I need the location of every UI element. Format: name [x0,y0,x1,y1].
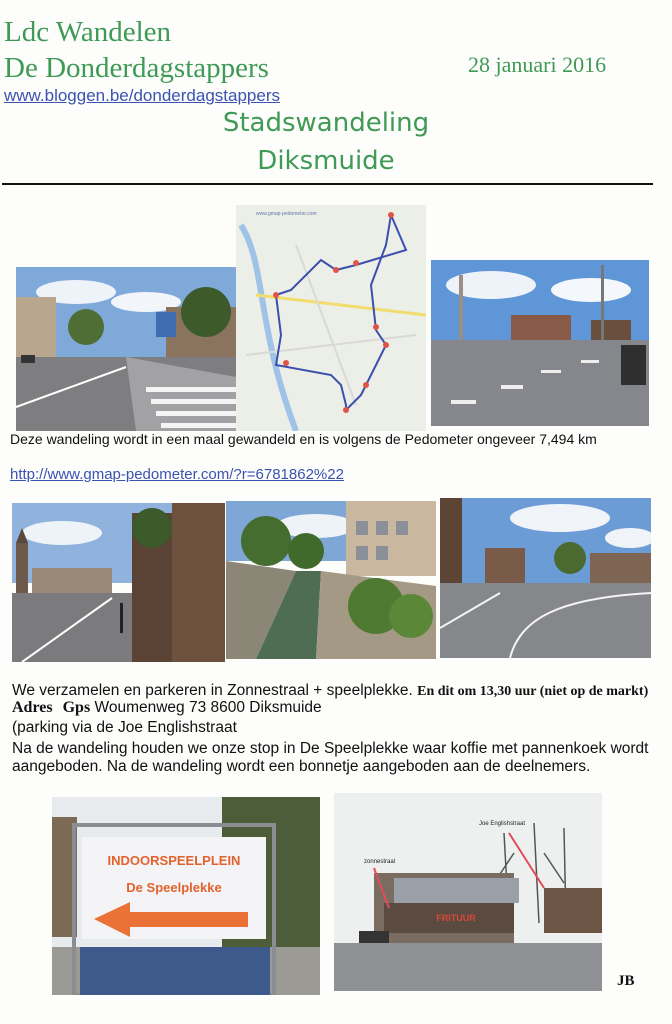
photo-speelplekke-sign [52,797,320,995]
meeting-line [12,682,648,700]
photo-canal [226,501,436,659]
walk-title-line1: Stadswandeling [222,108,430,138]
route-link[interactable]: http://www.gmap-pedometer.com/?r=6781862%22 [10,466,344,483]
street-photo-left [16,267,236,431]
author-initials: JB [617,973,635,989]
photo-wide-road [440,498,651,658]
meeting-text: We verzamelen en parkeren in Zonnestraal + speelplekke. [12,682,413,699]
after-walk-line1: Na de wandeling houden we onze stop in De Speelplekke waar koffie met pannenkoek wordt [12,740,649,757]
sign-title: INDOORSPEELPLEIN [107,853,241,868]
address-value: Woumenweg 73 8600 Diksmuide [94,699,322,716]
header-divider [2,183,653,185]
address-label: Adres Gps [12,699,91,716]
photo-church-street [12,503,225,662]
route-map [236,205,426,431]
label-zonnestraal: zonnestraal [364,859,396,865]
intro-text: Deze wandeling wordt in een maal gewandeld en is volgens de Pedometer ongeveer 7,494 km [10,431,597,447]
sign-subtitle: De Speelplekke [126,880,222,895]
blog-link[interactable]: www.bloggen.be/donderdagstappers [4,86,280,105]
label-joe-englishstraat: Joe Englishstraat [479,821,526,827]
street-photo-right [431,260,649,426]
frituur-sign: FRITUUR [436,913,476,923]
org-name-line1: Ldc Wandelen [4,16,172,48]
event-date: 28 januari 2016 [468,52,607,77]
svg-text:www.gmap-pedometer.com: www.gmap-pedometer.com [256,211,317,217]
after-walk-line2: aangeboden. Na de wandeling wordt een bonnetje aangeboden aan de deelnemers. [12,758,591,775]
org-name-line2: De Donderdagstappers [4,52,269,84]
photo-frituur [334,793,602,991]
meeting-time: En dit om 13,30 uur (niet op de markt) [417,684,649,699]
parking-note: (parking via de Joe Englishstraat [12,719,237,736]
walk-title-line2: Diksmuide [257,146,395,176]
address-line [12,699,322,717]
